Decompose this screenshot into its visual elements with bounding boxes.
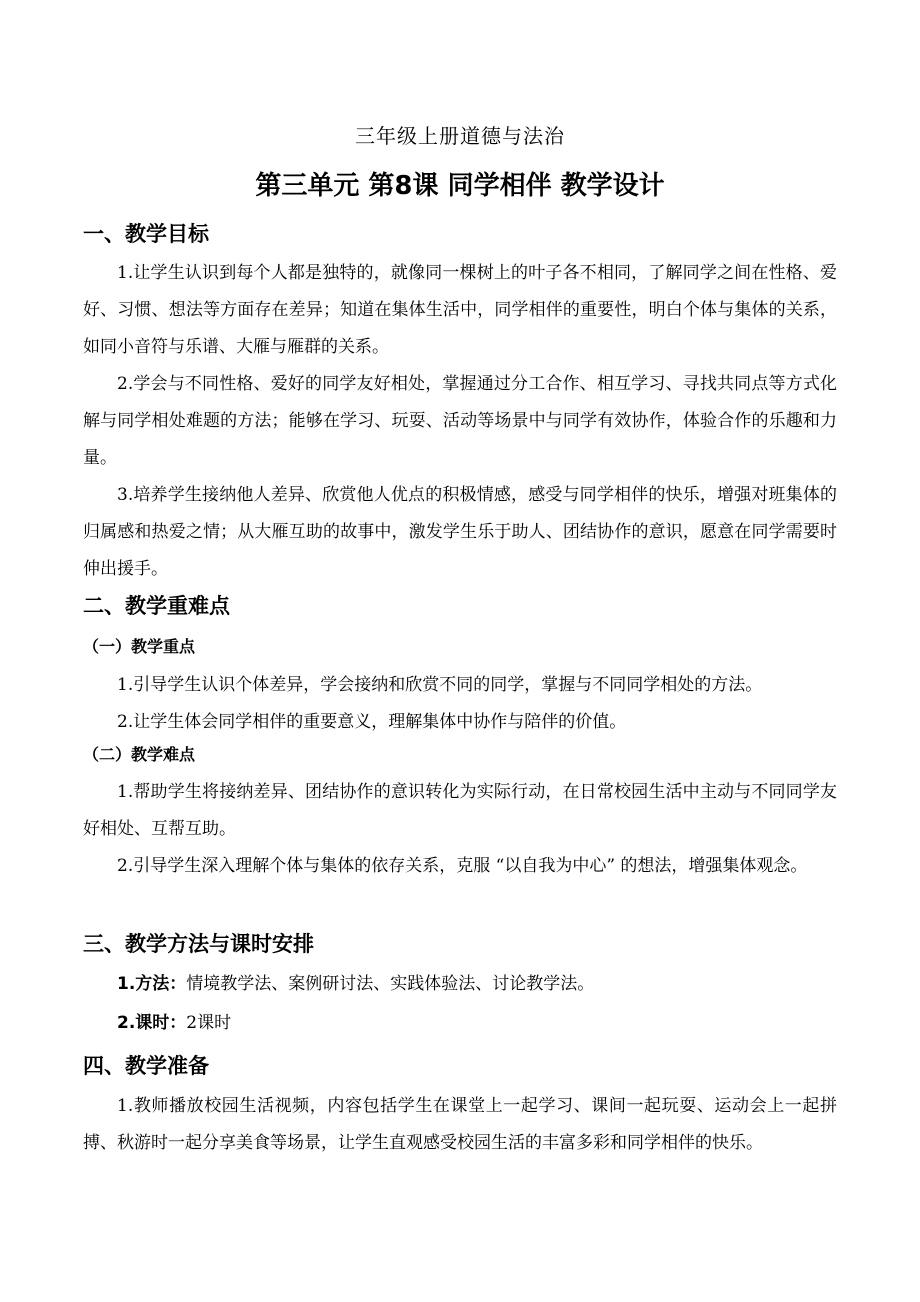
- goal-paragraph-2: 2.学会与不同性格、爱好的同学友好相处，掌握通过分工合作、相互学习、寻找共同点等方式化解与同学相处难题的方法；能够在学习、玩耍、活动等场景中与同学有效协作，体验合作的乐趣和力量。: [83, 374, 837, 468]
- hours-text: 2课时: [186, 1013, 232, 1033]
- method-text: 情境教学法、案例研讨法、实践体验法、讨论教学法。: [186, 974, 595, 994]
- focus-item-1: 1.引导学生认识个体差异，学会接纳和欣赏不同的同学，掌握与不同同学相处的方法。: [117, 675, 763, 695]
- focus-item-2: 2.让学生体会同学相伴的重要意义，理解集体中协作与陪伴的价值。: [117, 712, 627, 732]
- section-heading-prep: 四、教学准备: [83, 1054, 209, 1078]
- difficulty-item-1: 1.帮助学生将接纳差异、团结协作的意识转化为实际行动，在日常校园生活中主动与不同同学友好相处、互帮互助。: [83, 782, 837, 839]
- subheading-difficulty: （二）教学难点: [83, 745, 196, 764]
- goal-paragraph-1: 1.让学生认识到每个人都是独特的，就像同一棵树上的叶子各不相同，了解同学之间在性格、爱好、习惯、想法等方面存在差异；知道在集体生活中，同学相伴的重要性，明白个体与集体的关系，如同小音符与乐谱、大雁与雁群的关系。: [83, 263, 837, 357]
- difficulty-item-2: 2.引导学生深入理解个体与集体的依存关系，克服 “以自我为中心” 的想法，增强集体观念。: [117, 856, 808, 876]
- subject-title: 三年级上册道德与法治: [355, 124, 565, 148]
- method-label: 1.方法：: [117, 974, 187, 994]
- goal-paragraph-3: 3.培养学生接纳他人差异、欣赏他人优点的积极情感，感受与同学相伴的快乐，增强对班集体的归属感和热爱之情；从大雁互助的故事中，激发学生乐于助人、团结协作的意识，愿意在同学需要时伸出援手。: [83, 485, 837, 579]
- section-heading-methods: 三、教学方法与课时安排: [83, 932, 314, 956]
- section-heading-key-points: 二、教学重难点: [83, 594, 230, 618]
- section-heading-goals: 一、教学目标: [83, 222, 209, 246]
- methods-line: [83, 966, 837, 1003]
- prep-paragraph-1: 1.教师播放校园生活视频，内容包括学生在课堂上一起学习、课间一起玩耍、运动会上一起拼搏、秋游时一起分享美食等场景，让学生直观感受校园生活的丰富多彩和同学相伴的快乐。: [83, 1096, 837, 1153]
- hours-label: 2.课时：: [117, 1013, 187, 1033]
- hours-line: [83, 1005, 837, 1042]
- subheading-focus: （一）教学重点: [83, 637, 196, 656]
- document-title: 第三单元 第8课 同学相伴 教学设计: [255, 171, 665, 201]
